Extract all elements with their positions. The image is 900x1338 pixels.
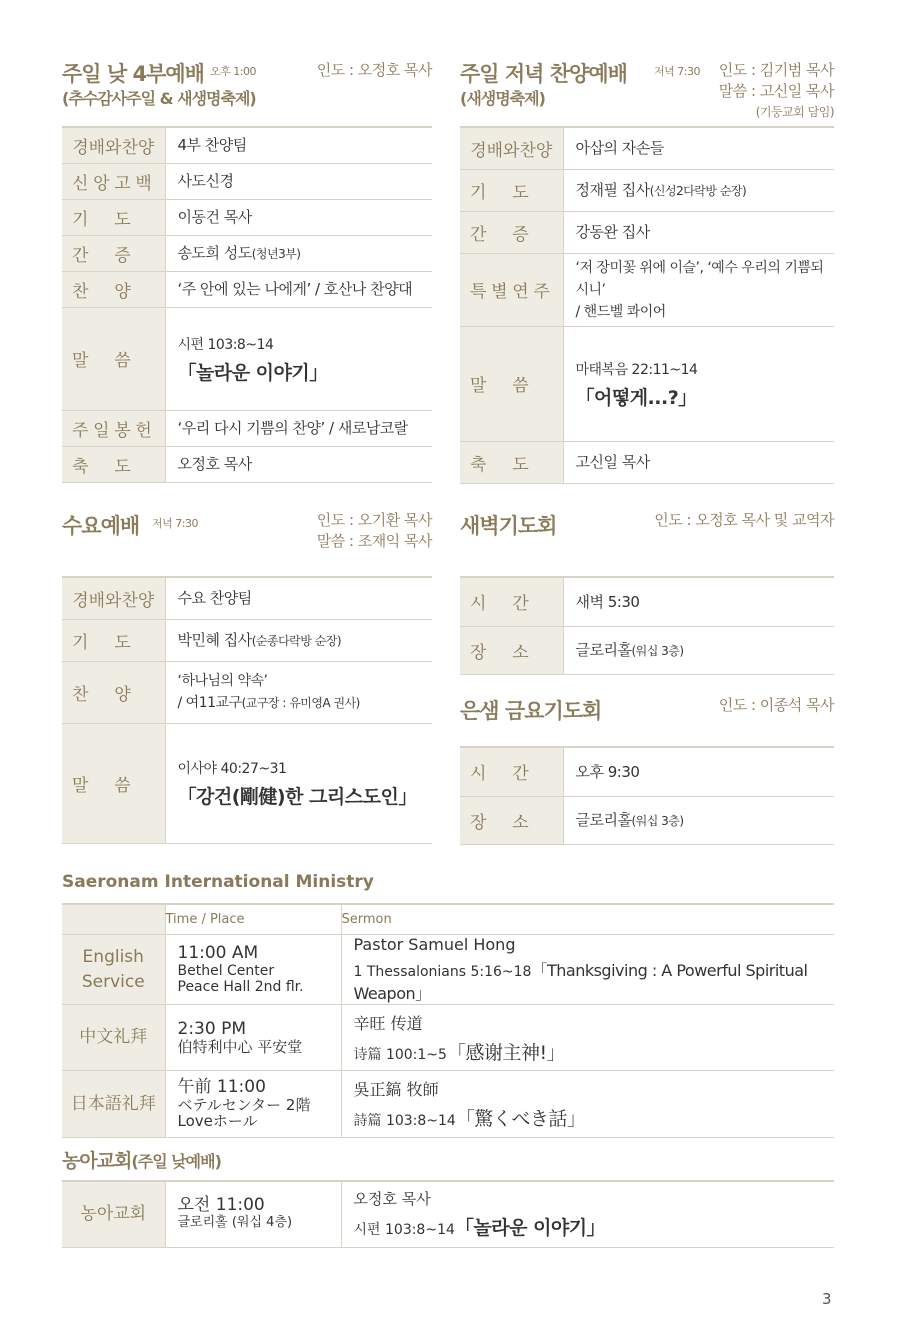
- table-row: [62, 307, 432, 410]
- friday-title: 은샘 금요기도회: [460, 699, 602, 723]
- sunday4-subtitle: (추수감사주일 & 새생명축제): [62, 89, 256, 108]
- table-row: [62, 1071, 834, 1138]
- row-value: 아삽의 자손들: [563, 127, 834, 169]
- row-label: 축 도: [460, 441, 563, 483]
- evening-time: 저녁 7:30: [654, 65, 700, 78]
- row-value: 4부 찬양팀: [165, 127, 432, 163]
- row-value: 강동완 집사: [563, 211, 834, 253]
- table-row: [62, 235, 432, 271]
- row-value: 송도희 성도(청년3부): [165, 235, 432, 271]
- dawn-title: 새벽기도회: [460, 514, 557, 538]
- row-value: 박민혜 집사(순종다락방 순장): [165, 619, 432, 661]
- evening-title: 주일 저녁 찬양예배: [460, 62, 627, 86]
- row-value: 정재필 집사(신성2다락방 순장): [563, 169, 834, 211]
- table-row: [62, 619, 432, 661]
- deaf-title: 농아교회: [62, 1150, 132, 1172]
- table-row: [62, 127, 432, 163]
- table-row: [460, 577, 834, 626]
- table-row: [460, 169, 834, 211]
- sermon: 吳正鎬 牧師 詩篇 103:8~14「驚くべき話」: [341, 1071, 834, 1138]
- sermon-value: 마태복음 22:11~14 「어떻게...?」: [563, 326, 834, 441]
- row-label: 장 소: [460, 796, 563, 844]
- time-place: 午前 11:00 ベテルセンター 2階 Loveホール: [165, 1071, 341, 1138]
- row-label: 경배와찬양: [62, 577, 165, 619]
- sunday4-time: 오후 1:00: [210, 65, 256, 78]
- table-row: [62, 661, 432, 723]
- row-label: 中文礼拜: [62, 1005, 165, 1071]
- row-label: 찬 양: [62, 661, 165, 723]
- row-label: 기 도: [62, 199, 165, 235]
- table-row: [460, 626, 834, 674]
- page-number: 3: [822, 1290, 832, 1308]
- international-title: Saeronam International Ministry: [62, 872, 374, 892]
- row-label: 기 도: [62, 619, 165, 661]
- table-row: [460, 211, 834, 253]
- row-value: 사도신경: [165, 163, 432, 199]
- header-sermon: Sermon: [341, 904, 834, 935]
- international-table: [62, 903, 834, 1138]
- row-label: 日本語礼拜: [62, 1071, 165, 1138]
- row-label: 말 씀: [62, 723, 165, 843]
- sermon: 오정호 목사 시편 103:8~14「놀라운 이야기」: [341, 1181, 834, 1247]
- deaf-subtitle: (주일 낮예배): [131, 1152, 221, 1171]
- row-label: 시 간: [460, 577, 563, 626]
- header-time-place: Time / Place: [165, 904, 341, 935]
- row-label: 말 씀: [460, 326, 563, 441]
- table-row: [460, 747, 834, 796]
- table-row: [62, 271, 432, 307]
- wednesday-lead-block: [270, 510, 432, 552]
- table-row: [62, 1181, 834, 1247]
- row-label: 축 도: [62, 446, 165, 482]
- wednesday-time: 저녁 7:30: [152, 517, 198, 530]
- evening-table: [460, 126, 834, 484]
- row-value: 이동건 목사: [165, 199, 432, 235]
- table-row: [460, 326, 834, 441]
- table-row: [460, 253, 834, 326]
- evening-subtitle: (새생명축제): [460, 89, 545, 108]
- row-label: 간 증: [62, 235, 165, 271]
- sunday4-title: 주일 낮 4부예배: [62, 62, 204, 86]
- dawn-lead: 인도 : 오정호 목사 및 교역자: [654, 511, 834, 529]
- time-place: 2:30 PM 伯特利中心 平安堂: [165, 1005, 341, 1071]
- deaf-heading: [62, 1146, 221, 1173]
- row-label: 찬 양: [62, 271, 165, 307]
- table-row: [460, 441, 834, 483]
- row-label: 신 앙 고 백: [62, 163, 165, 199]
- table-row: [62, 723, 432, 843]
- table-row: [62, 163, 432, 199]
- row-value: 오정호 목사: [165, 446, 432, 482]
- sermon-value: 시편 103:8~14 「놀라운 이야기」: [165, 307, 432, 410]
- time-place: 11:00 AM Bethel Center Peace Hall 2nd flr.: [165, 935, 341, 1005]
- friday-lead: 인도 : 이종석 목사: [718, 696, 834, 714]
- evening-lead: 인도 : 김기범 목사: [718, 61, 834, 79]
- row-value: ‘저 장미꽃 위에 이슬’, ‘예수 우리의 기쁨되시니’ / 핸드벨 콰이어: [563, 253, 834, 326]
- sunday4-lead: 인도 : 오정호 목사: [316, 61, 432, 79]
- table-row: [460, 796, 834, 844]
- row-value: 글로리홀(워십 3층): [563, 796, 834, 844]
- deaf-table: [62, 1180, 834, 1248]
- row-label: 시 간: [460, 747, 563, 796]
- time-place: 오전 11:00 글로리홀 (워십 4층): [165, 1181, 341, 1247]
- row-label: 장 소: [460, 626, 563, 674]
- table-row: [460, 127, 834, 169]
- sunday4-table: [62, 126, 432, 483]
- row-value: 새벽 5:30: [563, 577, 834, 626]
- row-value: 고신일 목사: [563, 441, 834, 483]
- evening-lead-block: [700, 60, 834, 123]
- table-header-row: [62, 904, 834, 935]
- row-value: ‘하나님의 약속’ / 여11교구(교구장 : 유미영A 권사): [165, 661, 432, 723]
- table-row: [62, 577, 432, 619]
- table-row: [62, 1005, 834, 1071]
- friday-table: [460, 746, 834, 845]
- table-row: [62, 410, 432, 446]
- header-blank: [62, 904, 165, 935]
- evening-sermon-by: 말씀 : 고신일 목사: [718, 82, 834, 100]
- row-value: 오후 9:30: [563, 747, 834, 796]
- row-label: 경배와찬양: [460, 127, 563, 169]
- table-row: [62, 935, 834, 1005]
- sermon-value: 이사야 40:27~31 「강건(剛健)한 그리스도인」: [165, 723, 432, 843]
- wednesday-table: [62, 576, 432, 844]
- row-value: ‘우리 다시 기쁨의 찬양’ / 새로남코랄: [165, 410, 432, 446]
- row-value: 수요 찬양팀: [165, 577, 432, 619]
- sermon: 辛旺 传道 诗篇 100:1~5「感谢主神!」: [341, 1005, 834, 1071]
- row-label: 말 씀: [62, 307, 165, 410]
- row-label: 경배와찬양: [62, 127, 165, 163]
- wednesday-title: 수요예배: [62, 514, 140, 538]
- wednesday-lead: 인도 : 오기환 목사: [316, 511, 432, 529]
- dawn-table: [460, 576, 834, 675]
- row-label: English Service: [62, 935, 165, 1005]
- sermon: Pastor Samuel Hong 1 Thessalonians 5:16~18「Thanksgiving : A Powerful Spiritual Weapon」: [341, 935, 834, 1005]
- row-value: 글로리홀(워십 3층): [563, 626, 834, 674]
- table-row: [62, 199, 432, 235]
- row-label: 간 증: [460, 211, 563, 253]
- row-label: 주 일 봉 헌: [62, 410, 165, 446]
- table-row: [62, 446, 432, 482]
- row-label: 농아교회: [62, 1181, 165, 1247]
- wednesday-sermon-by: 말씀 : 조재익 목사: [316, 532, 432, 550]
- row-label: 특 별 연 주: [460, 253, 563, 326]
- row-label: 기 도: [460, 169, 563, 211]
- evening-sermon-note: (기둥교회 담임): [755, 105, 834, 119]
- row-value: ‘주 안에 있는 나에게’ / 호산나 찬양대: [165, 271, 432, 307]
